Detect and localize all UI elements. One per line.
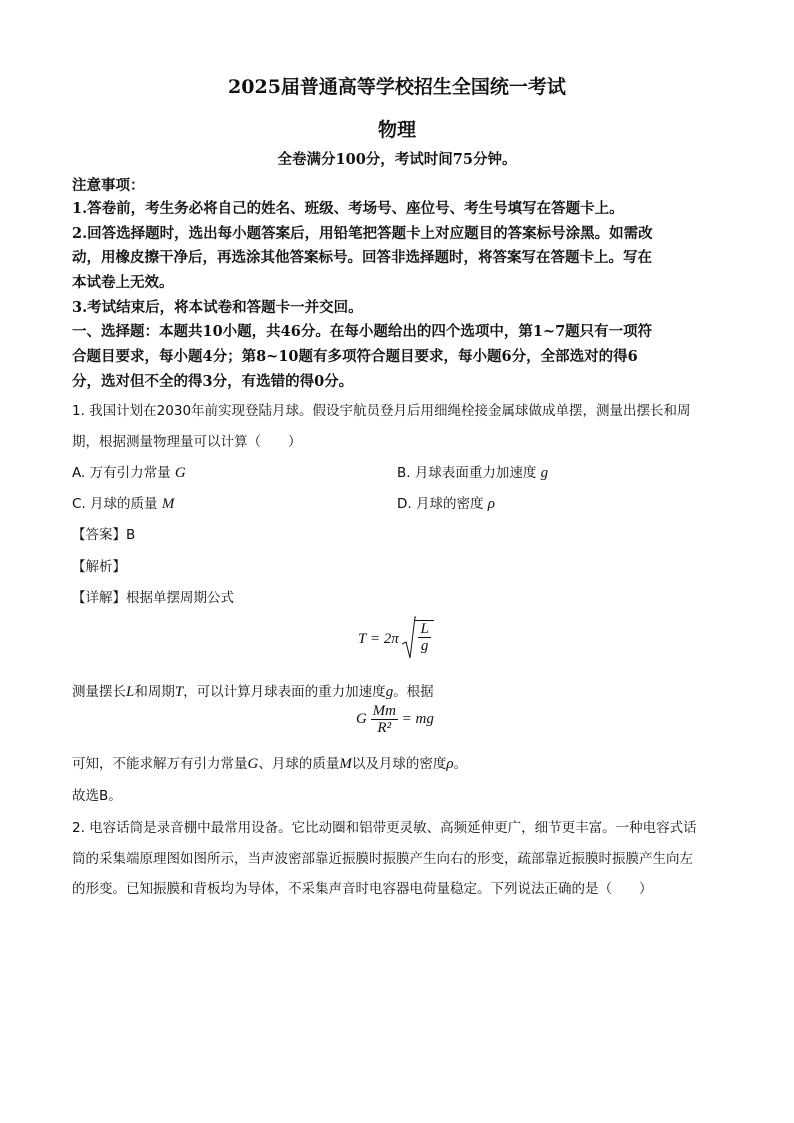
q1-option-d-text: D. 月球的密度	[397, 496, 484, 512]
exam-info: 全卷满分100分，考试时间75分钟。	[277, 151, 517, 168]
text-span: 以及月球的密度	[351, 756, 447, 772]
var-rho: ρ	[446, 756, 454, 772]
section-1-line-3: 分，选对但不全的得3分，有选错的得0分。	[72, 373, 354, 390]
q1-option-c-text: C. 月球的质量	[72, 496, 158, 512]
formula-1-lhs: T = 2π	[358, 630, 399, 647]
section-1-line-2: 合题目要求，每小题4分；第8~10题有多项符合题目要求，每小题6分，全部选对的得6	[72, 348, 638, 365]
text-span: 。	[453, 756, 468, 772]
note-2-line-1: 2.回答选择题时，选出每小题答案后，用铅笔把答题卡上对应题目的答案标号涂黑。如需改	[72, 225, 653, 242]
formula-1-numerator: L	[420, 621, 429, 637]
text-span: 。根据	[393, 684, 434, 700]
q1-option-b-var: g	[540, 465, 549, 481]
text-span: 可知，不能求解万有引力常量	[72, 756, 248, 772]
exam-title: 2025届普通高等学校招生全国统一考试	[228, 76, 566, 98]
text-span: 和周期	[134, 684, 175, 700]
text-span: 测量摆长	[72, 684, 126, 700]
subject-title: 物理	[377, 119, 416, 141]
q1-option-c-var: M	[161, 496, 175, 512]
var-g: g	[385, 684, 394, 700]
var-G: G	[247, 756, 259, 772]
q1-option-d-var: ρ	[487, 496, 495, 512]
q1-explanation-line-1	[72, 680, 434, 701]
q2-stem-line-3: 的形变。已知振膜和背板均为导体，不采集声音时电容器电荷量稳定。下列说法正确的是（ ）	[72, 881, 653, 897]
sqrt-sign-icon	[402, 616, 416, 660]
formula-2-numerator: Mm	[372, 703, 396, 719]
formula-1-denominator: g	[420, 638, 429, 654]
note-2-line-3: 本试卷上无效。	[72, 274, 174, 291]
notes-heading: 注意事项：	[72, 177, 145, 194]
formula-2-denominator: R²	[377, 720, 392, 736]
q1-option-b	[397, 461, 548, 482]
formula-2-rhs: = mg	[401, 711, 434, 727]
q1-option-a	[72, 461, 186, 482]
note-2-line-2: 动，用橡皮擦干净后，再选涂其他答案标号。回答非选择题时，将答案写在答题卡上。写在	[72, 249, 652, 266]
q1-option-d	[397, 492, 495, 513]
q2-stem-line-2: 筒的采集端原理图如图所示，当声波密部靠近振膜时振膜产生向右的形变，疏部靠近振膜时振膜产生向左	[72, 851, 693, 867]
q1-answer: 【答案】B	[72, 527, 136, 543]
var-M: M	[339, 756, 352, 772]
q2-stem-line-1: 2. 电容话筒是录音棚中最常用设备。它比动圈和铝带更灵敏、高频延伸更广，细节更丰富。一种电容式话	[72, 820, 697, 836]
var-L: L	[126, 684, 135, 700]
q1-option-b-text: B. 月球表面重力加速度	[397, 465, 537, 481]
q1-stem-line-1: 1. 我国计划在2030年前实现登陆月球。假设宇航员登月后用细绳栓接金属球做成单摆，测量出摆长和周	[72, 403, 691, 419]
var-T: T	[174, 684, 184, 700]
note-1: 1.答卷前，考生务必将自己的姓名、班级、考场号、座位号、考生号填写在答题卡上。	[72, 200, 624, 217]
section-1-line-1: 一、选择题：本题共10小题，共46分。在每小题给出的四个选项中，第1~7题只有一项符	[72, 323, 653, 340]
text-span: ，可以计算月球表面的重力加速度	[183, 684, 386, 700]
q1-option-c	[72, 492, 174, 513]
q1-choose: 故选B。	[72, 788, 122, 804]
q1-stem-line-2: 期，根据测量物理量可以计算（ ）	[72, 434, 302, 450]
q1-detail: 【详解】根据单摆周期公式	[72, 590, 234, 606]
text-span: 、月球的质量	[258, 756, 340, 772]
gravity-formula	[356, 703, 434, 736]
pendulum-period-formula	[358, 616, 434, 666]
q1-option-a-text: A. 万有引力常量	[72, 465, 171, 481]
q1-explanation-line-2	[72, 752, 467, 773]
q1-option-a-var: G	[174, 465, 186, 481]
formula-2-g-const: G	[356, 711, 367, 727]
q1-analysis-label: 【解析】	[72, 559, 126, 575]
note-3: 3.考试结束后，将本试卷和答题卡一并交回。	[72, 299, 363, 316]
